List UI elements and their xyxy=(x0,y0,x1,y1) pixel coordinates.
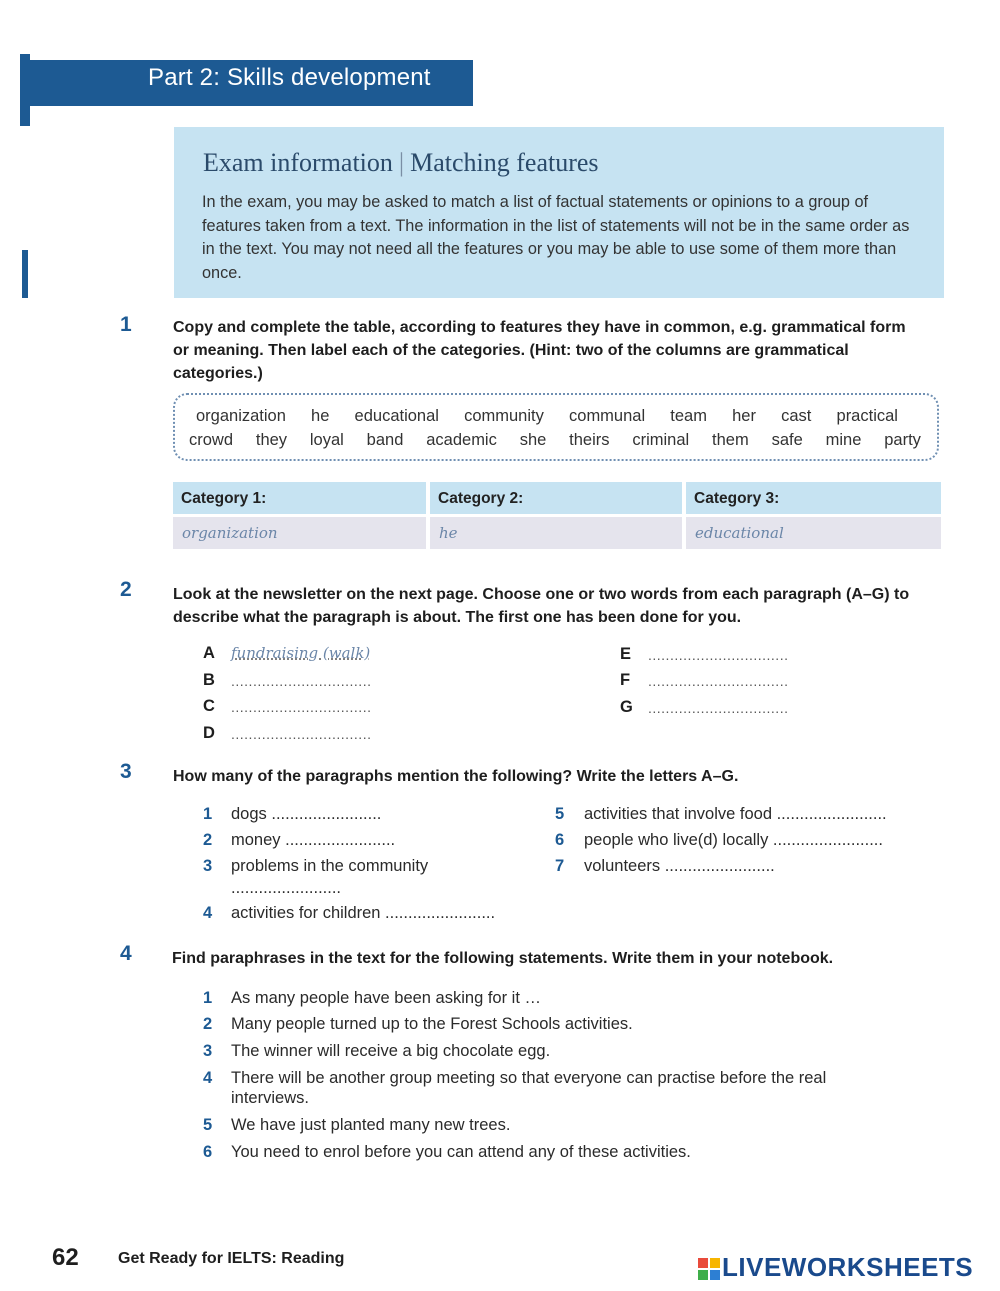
q3-item-1-number: 1 xyxy=(203,805,213,823)
q4-item-1-text: As many people have been asking for it … xyxy=(231,989,542,1007)
paragraph-letter-a: A xyxy=(203,644,215,662)
paragraph-letter-f: F xyxy=(620,671,631,689)
exam-title-separator: | xyxy=(398,148,405,177)
answer-e[interactable]: ................................ xyxy=(648,647,789,663)
q4-item-4-text: There will be another group meeting so that everyone can practise before the real xyxy=(231,1069,827,1087)
paragraph-letter-c: C xyxy=(203,697,215,715)
q3-item-5-number: 5 xyxy=(555,805,565,823)
word-box-word-r1-5: team xyxy=(670,407,707,425)
q3-item-4-number: 4 xyxy=(203,904,213,922)
q3-item-3-number: 3 xyxy=(203,857,213,875)
category-3-answer[interactable]: educational xyxy=(686,517,941,549)
answer-g[interactable]: ................................ xyxy=(648,700,789,716)
word-box-word-r1-6: her xyxy=(732,407,756,425)
book-title: Get Ready for IELTS: Reading xyxy=(118,1250,345,1267)
q4-item-3-text: The winner will receive a big chocolate egg. xyxy=(231,1042,551,1060)
q4-item-2-number: 2 xyxy=(203,1015,213,1033)
q4-item-6-number: 6 xyxy=(203,1143,213,1161)
category-1-answer[interactable]: organization xyxy=(173,517,426,549)
answer-d[interactable]: ................................ xyxy=(231,726,372,742)
q3-item-5-text: activities that involve food ........................ xyxy=(584,805,887,823)
answer-c[interactable]: ................................ xyxy=(231,699,372,715)
word-box-word-r1-0: organization xyxy=(196,407,286,425)
word-box xyxy=(173,393,939,461)
q4-item-1-number: 1 xyxy=(203,989,213,1007)
q4-item-5-number: 5 xyxy=(203,1116,213,1134)
word-box-word-r2-9: safe xyxy=(771,431,803,449)
q4-item-2-text: Many people turned up to the Forest Schools activities. xyxy=(231,1015,633,1033)
word-box-word-r2-2: loyal xyxy=(309,431,344,449)
liveworksheets-logo-icon xyxy=(698,1258,720,1280)
exam-information-title xyxy=(203,148,599,178)
word-box-word-r1-1: he xyxy=(311,407,330,425)
answer-f[interactable]: ................................ xyxy=(648,673,789,689)
section-title: Part 2: Skills development xyxy=(148,64,431,91)
category-3-header: Category 3: xyxy=(686,482,941,514)
word-box-word-r1-3: community xyxy=(464,407,544,425)
paragraph-letter-b: B xyxy=(203,671,215,689)
q3-item-4-text: activities for children ........................ xyxy=(231,904,496,922)
word-box-word-r2-10: mine xyxy=(825,431,862,449)
exam-title-right: Matching features xyxy=(410,148,599,177)
word-box-row-2 xyxy=(189,431,921,450)
paragraph-letter-d: D xyxy=(203,724,215,742)
q4-item-4-text-cont: interviews. xyxy=(231,1089,309,1107)
question-2-number: 2 xyxy=(120,578,132,601)
q4-item-4-number: 4 xyxy=(203,1069,213,1087)
q3-item-6-text: people who live(d) locally ........................ xyxy=(584,831,883,849)
word-box-word-r1-7: cast xyxy=(781,407,812,425)
liveworksheets-watermark: LIVEWORKSHEETS xyxy=(722,1252,974,1282)
answer-a[interactable]: fundraising (walk) xyxy=(231,644,371,662)
word-box-word-r2-6: theirs xyxy=(569,431,610,449)
paragraph-letter-e: E xyxy=(620,645,632,663)
paragraph-letter-g: G xyxy=(620,698,633,716)
q4-item-3-number: 3 xyxy=(203,1042,213,1060)
category-2-header: Category 2: xyxy=(430,482,682,514)
word-box-word-r2-5: she xyxy=(519,431,547,449)
exam-title-left: Exam information xyxy=(203,148,393,177)
word-box-word-r2-4: academic xyxy=(426,431,497,449)
question-1-instruction: Copy and complete the table, according to features they have in common, e.g. grammatical form or meaning. Then label each of the categories. (Hint: two of the columns are grammatical categories.) xyxy=(173,319,906,382)
q3-item-7-number: 7 xyxy=(555,857,565,875)
question-3-number: 3 xyxy=(120,760,132,783)
word-box-word-r1-4: communal xyxy=(569,407,646,425)
category-2-answer[interactable]: he xyxy=(430,517,682,549)
exam-information-text: In the exam, you may be asked to match a list of factual statements or opinions to a group of features taken from a text. The information in the list of statements will not be in the same order as in the text. You may not need all the features or you may be able to use some of them more than once. xyxy=(202,193,910,282)
question-4-instruction: Find paraphrases in the text for the following statements. Write them in your notebook. xyxy=(172,950,834,967)
margin-mark xyxy=(22,250,28,298)
word-box-word-r1-2: educational xyxy=(354,407,439,425)
q3-item-3-answer[interactable]: ........................ xyxy=(231,879,342,897)
q3-item-1-text: dogs ........................ xyxy=(231,805,382,823)
question-1-number: 1 xyxy=(120,313,132,336)
word-box-word-r2-11: party xyxy=(884,431,921,449)
word-box-word-r2-1: they xyxy=(255,431,288,449)
word-box-row-1 xyxy=(196,407,898,426)
q3-item-2-text: money ........................ xyxy=(231,831,396,849)
q4-item-6-text: You need to enrol before you can attend any of these activities. xyxy=(231,1143,691,1161)
answer-b[interactable]: ................................ xyxy=(231,673,372,689)
category-1-header: Category 1: xyxy=(173,482,426,514)
question-4-number: 4 xyxy=(120,942,132,965)
word-box-word-r1-8: practical xyxy=(836,407,898,425)
question-2-instruction: Look at the newsletter on the next page. Choose one or two words from each paragraph (A–G) to describe what the paragraph is about. The first one has been done for you. xyxy=(173,586,910,626)
word-box-word-r2-3: band xyxy=(366,431,404,449)
q3-item-6-number: 6 xyxy=(555,831,565,849)
q3-item-2-number: 2 xyxy=(203,831,213,849)
question-3-instruction: How many of the paragraphs mention the following? Write the letters A–G. xyxy=(173,768,739,785)
page-number: 62 xyxy=(52,1244,79,1271)
q4-item-5-text: We have just planted many new trees. xyxy=(231,1116,511,1134)
q3-item-3-text: problems in the community xyxy=(231,857,429,875)
word-box-word-r2-0: crowd xyxy=(189,431,234,449)
word-box-word-r2-7: criminal xyxy=(632,431,690,449)
word-box-word-r2-8: them xyxy=(712,431,749,449)
q3-item-7-text: volunteers ........................ xyxy=(584,857,775,875)
